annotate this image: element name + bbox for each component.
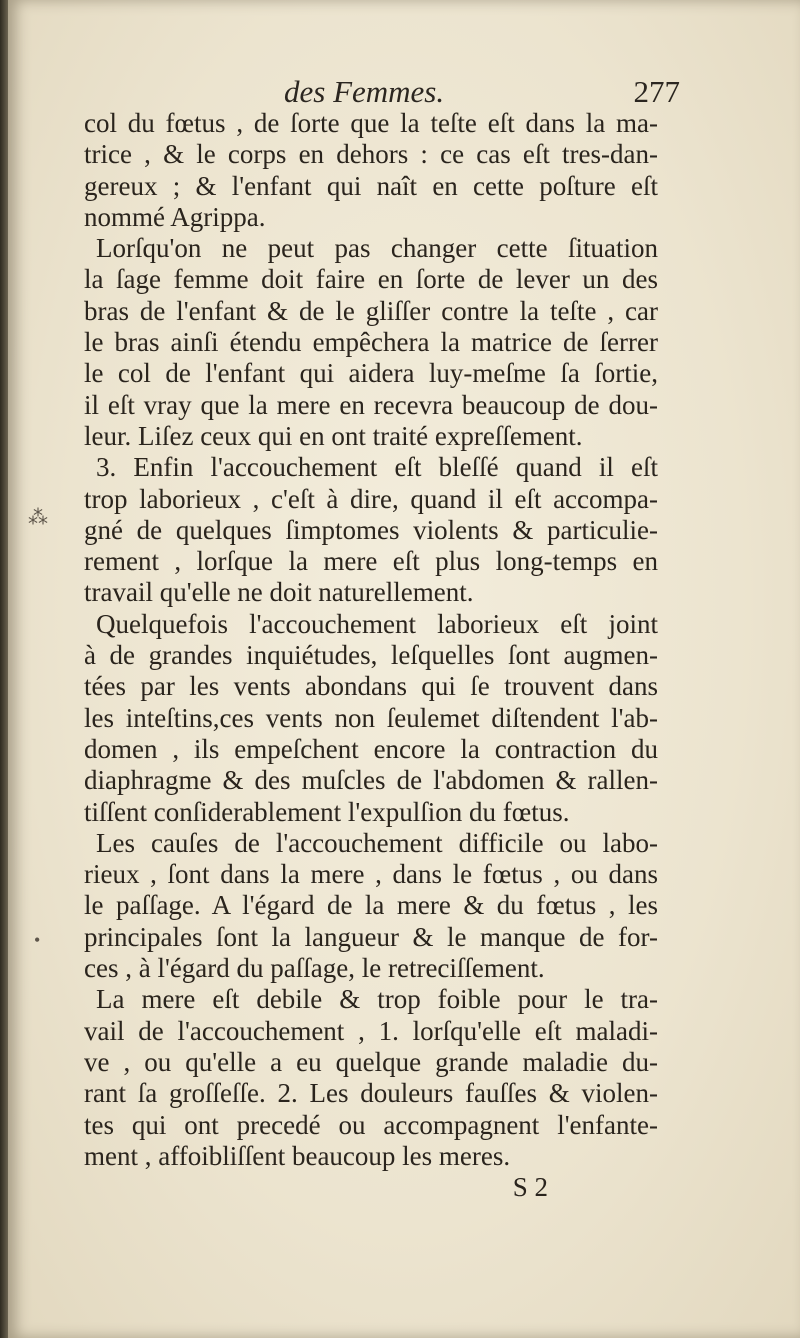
signature-mark: S 2 <box>512 1172 548 1203</box>
text-line: Quelquefois l'accouchement laborieux eſt joint <box>96 608 658 639</box>
text-line: le bras ainſi étendu empêchera la matrice de ſerrer <box>84 327 658 358</box>
text-line: col du fœtus , de ſorte que la teſte eſt dans la ma- <box>84 108 658 138</box>
text-line: trice , & le corps en dehors : ce cas eſt tres-dan- <box>84 139 658 170</box>
text-line: principales ſont la langueur & le manque de for- <box>84 921 658 952</box>
body-text <box>84 108 658 1203</box>
text-line: tiſſent conſiderablement l'expulſion du fœtus. <box>84 796 570 827</box>
text-line: Lorſqu'on ne peut pas changer cette ſituation <box>96 233 658 264</box>
text-line: Les cauſes de l'accouchement difficile ou labo- <box>96 827 658 858</box>
margin-speck: • <box>34 930 41 950</box>
page-number: 277 <box>633 74 680 109</box>
text-line: les inteſtins,ces vents non ſeulemet diſtendent l'ab- <box>84 702 658 733</box>
text-line: ces , à l'égard du paſſage, le retreciſſement. <box>84 953 545 984</box>
text-line: bras de l'enfant & de le gliſſer contre la teſte , car <box>84 295 658 326</box>
text-line: diaphragme & des muſcles de l'abdomen & rallen- <box>84 765 658 796</box>
text-line: ve , ou qu'elle a eu quelque grande maladie du- <box>84 1046 658 1077</box>
text-line: rement , lorſque la mere eſt plus long-temps en <box>84 546 658 577</box>
text-line: leur. Liſez ceux qui en ont traité expreſſement. <box>84 420 583 451</box>
text-line: rieux , ſont dans la mere , dans le fœtus , ou dans <box>84 859 658 890</box>
text-line: 3. Enfin l'accouchement eſt bleſſé quand il eſt <box>96 452 658 483</box>
text-line: gné de quelques ſimptomes violents & particulie- <box>84 514 658 545</box>
text-line: la ſage femme doit faire en ſorte de lever un des <box>84 264 658 295</box>
book-page <box>8 0 800 1338</box>
text-line: vail de l'accouchement , 1. lorſqu'elle eſt maladi- <box>84 1015 658 1046</box>
text-line: travail qu'elle ne doit naturellement. <box>84 577 474 608</box>
text-line: ment , affoibliſſent beaucoup les meres. <box>84 1140 511 1171</box>
text-line: tes qui ont precedé ou accompagnent l'enfante- <box>84 1109 658 1140</box>
text-line: le paſſage. A l'égard de la mere & du fœtus , les <box>84 890 658 921</box>
text-line: tées par les vents abondans qui ſe trouvent dans <box>84 671 658 702</box>
text-line: nommé Agrippa. <box>84 201 266 232</box>
text-line: il eſt vray que la mere en recevra beaucoup de dou- <box>84 389 658 420</box>
margin-speck: ⁂ <box>28 507 48 529</box>
book-spine-shadow <box>0 0 8 1338</box>
text-line: gereux ; & l'enfant qui naît en cette poſture eſt <box>84 170 658 201</box>
text-line: trop laborieux , c'eſt à dire, quand il eſt accompa- <box>84 483 658 514</box>
text-line: à de grandes inquiétudes, leſquelles ſont augmen- <box>84 640 658 671</box>
running-title: des Femmes. <box>284 74 445 109</box>
text-line: domen , ils empeſchent encore la contraction du <box>84 733 658 764</box>
text-line: rant ſa groſſeſſe. 2. Les douleurs fauſſes & violen- <box>84 1078 658 1109</box>
text-line: La mere eſt debile & trop foible pour le tra- <box>96 984 658 1015</box>
text-line: le col de l'enfant qui aidera luy-meſme ſa ſortie, <box>84 358 658 389</box>
